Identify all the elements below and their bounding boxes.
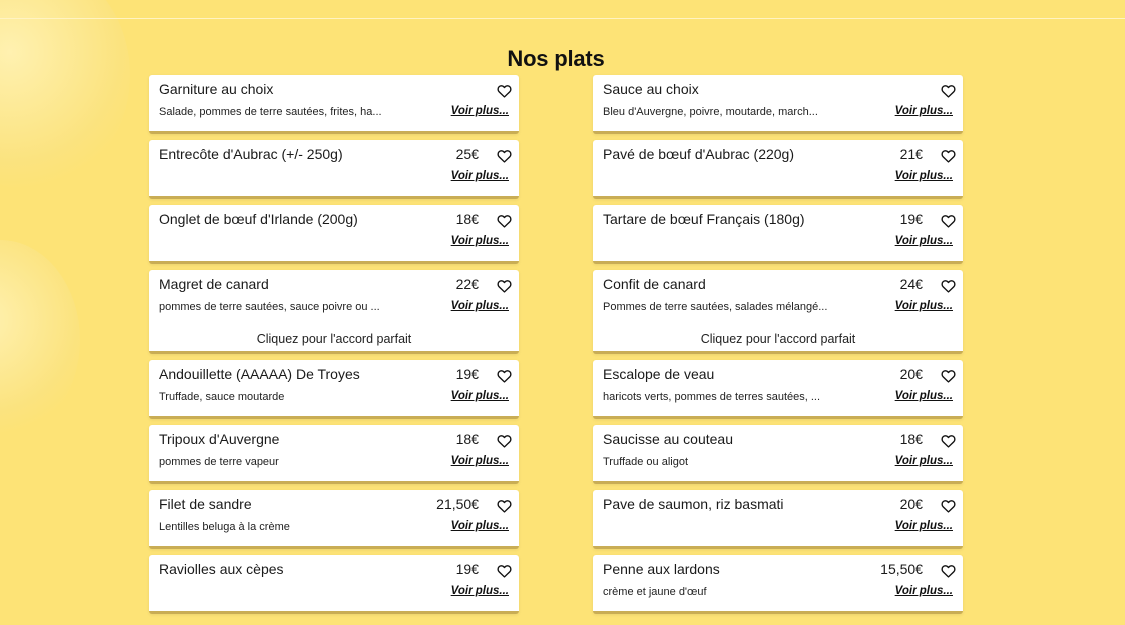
heart-icon[interactable] [941,279,956,293]
heart-icon[interactable] [941,84,956,98]
dish-card[interactable] [593,555,963,614]
see-more-link[interactable]: Voir plus... [450,520,509,532]
dish-card[interactable] [149,205,519,264]
heart-icon[interactable] [941,214,956,228]
dish-name: Escalope de veau [603,366,715,382]
dish-description: Salade, pommes de terre sautées, frites, ha... [159,106,382,118]
see-more-link[interactable]: Voir plus... [894,390,953,402]
see-more-link[interactable]: Voir plus... [894,455,953,467]
see-more-link[interactable]: Voir plus... [450,585,509,597]
see-more-link[interactable]: Voir plus... [894,585,953,597]
dish-card[interactable] [593,140,963,199]
see-more-link[interactable]: Voir plus... [450,105,509,117]
pairing-link[interactable]: Cliquez pour l'accord parfait [700,332,856,346]
dish-price: 18€ [455,431,479,447]
dish-name: Andouillette (AAAAA) De Troyes [159,366,360,382]
dish-card[interactable] [149,140,519,199]
see-more-link[interactable]: Voir plus... [894,235,953,247]
section-title: Nos plats [507,46,605,72]
see-more-link[interactable]: Voir plus... [450,300,509,312]
see-more-link[interactable]: Voir plus... [450,170,509,182]
heart-icon[interactable] [497,434,512,448]
see-more-link[interactable]: Voir plus... [450,235,509,247]
dish-price: 25€ [455,146,479,162]
dish-price: 20€ [899,366,923,382]
dish-card[interactable] [149,75,519,134]
dish-name: Entrecôte d'Aubrac (+/- 250g) [159,146,343,162]
dish-card[interactable] [149,555,519,614]
dish-price: 15,50€ [880,561,923,577]
heart-icon[interactable] [941,149,956,163]
dish-description: Lentilles beluga à la crème [159,521,290,533]
dish-card[interactable] [593,75,963,134]
heart-icon[interactable] [941,434,956,448]
see-more-link[interactable]: Voir plus... [450,390,509,402]
dish-price: 21€ [899,146,923,162]
dish-name: Tartare de bœuf Français (180g) [603,211,805,227]
dish-price: 18€ [899,431,923,447]
heart-icon[interactable] [497,149,512,163]
heart-icon[interactable] [497,369,512,383]
pairing-link[interactable]: Cliquez pour l'accord parfait [256,332,412,346]
dish-description: Truffade, sauce moutarde [159,391,285,403]
see-more-link[interactable]: Voir plus... [894,105,953,117]
decorative-blob [0,240,80,440]
dish-price: 22€ [455,276,479,292]
dish-price: 24€ [899,276,923,292]
see-more-link[interactable]: Voir plus... [894,170,953,182]
dish-name: Confit de canard [603,276,706,292]
dish-card[interactable] [149,270,519,354]
heart-icon[interactable] [941,564,956,578]
dish-description: Truffade ou aligot [603,456,689,468]
dish-price: 19€ [455,366,479,382]
dish-card[interactable] [149,490,519,549]
dishes-column-right [593,75,963,620]
heart-icon[interactable] [497,84,512,98]
dish-description: crème et jaune d'œuf [603,586,707,598]
dish-card[interactable] [149,360,519,419]
heart-icon[interactable] [497,214,512,228]
dish-description: pommes de terre vapeur [159,456,279,468]
dish-card[interactable] [593,270,963,354]
heart-icon[interactable] [941,499,956,513]
dish-card[interactable] [593,490,963,549]
heart-icon[interactable] [497,279,512,293]
dish-price: 18€ [455,211,479,227]
dish-name: Garniture au choix [159,81,274,97]
dish-name: Pavé de bœuf d'Aubrac (220g) [603,146,795,162]
dishes-column-left [149,75,519,620]
dish-name: Magret de canard [159,276,269,292]
see-more-link[interactable]: Voir plus... [450,455,509,467]
dish-name: Penne aux lardons [603,561,720,577]
dish-name: Tripoux d'Auvergne [159,431,280,447]
decorative-blob [0,0,130,190]
dish-card[interactable] [149,425,519,484]
dish-description: haricots verts, pommes de terres sautées, ... [603,391,821,403]
see-more-link[interactable]: Voir plus... [894,520,953,532]
dish-price: 19€ [455,561,479,577]
dish-card[interactable] [593,360,963,419]
dish-price: 19€ [899,211,923,227]
heart-icon[interactable] [497,564,512,578]
dish-description: Bleu d'Auvergne, poivre, moutarde, march... [603,106,818,118]
dish-description: Pommes de terre sautées, salades mélangé... [603,301,828,313]
heart-icon[interactable] [941,369,956,383]
dish-card[interactable] [593,425,963,484]
top-divider [0,18,1125,19]
dish-description: pommes de terre sautées, sauce poivre ou ... [159,301,380,313]
dish-name: Raviolles aux cèpes [159,561,284,577]
see-more-link[interactable]: Voir plus... [894,300,953,312]
dish-name: Filet de sandre [159,496,252,512]
dish-name: Onglet de bœuf d'Irlande (200g) [159,211,358,227]
dish-name: Sauce au choix [603,81,699,97]
dish-name: Saucisse au couteau [603,431,733,447]
dish-card[interactable] [593,205,963,264]
dish-name: Pave de saumon, riz basmati [603,496,784,512]
heart-icon[interactable] [497,499,512,513]
dish-price: 20€ [899,496,923,512]
dish-price: 21,50€ [436,496,479,512]
